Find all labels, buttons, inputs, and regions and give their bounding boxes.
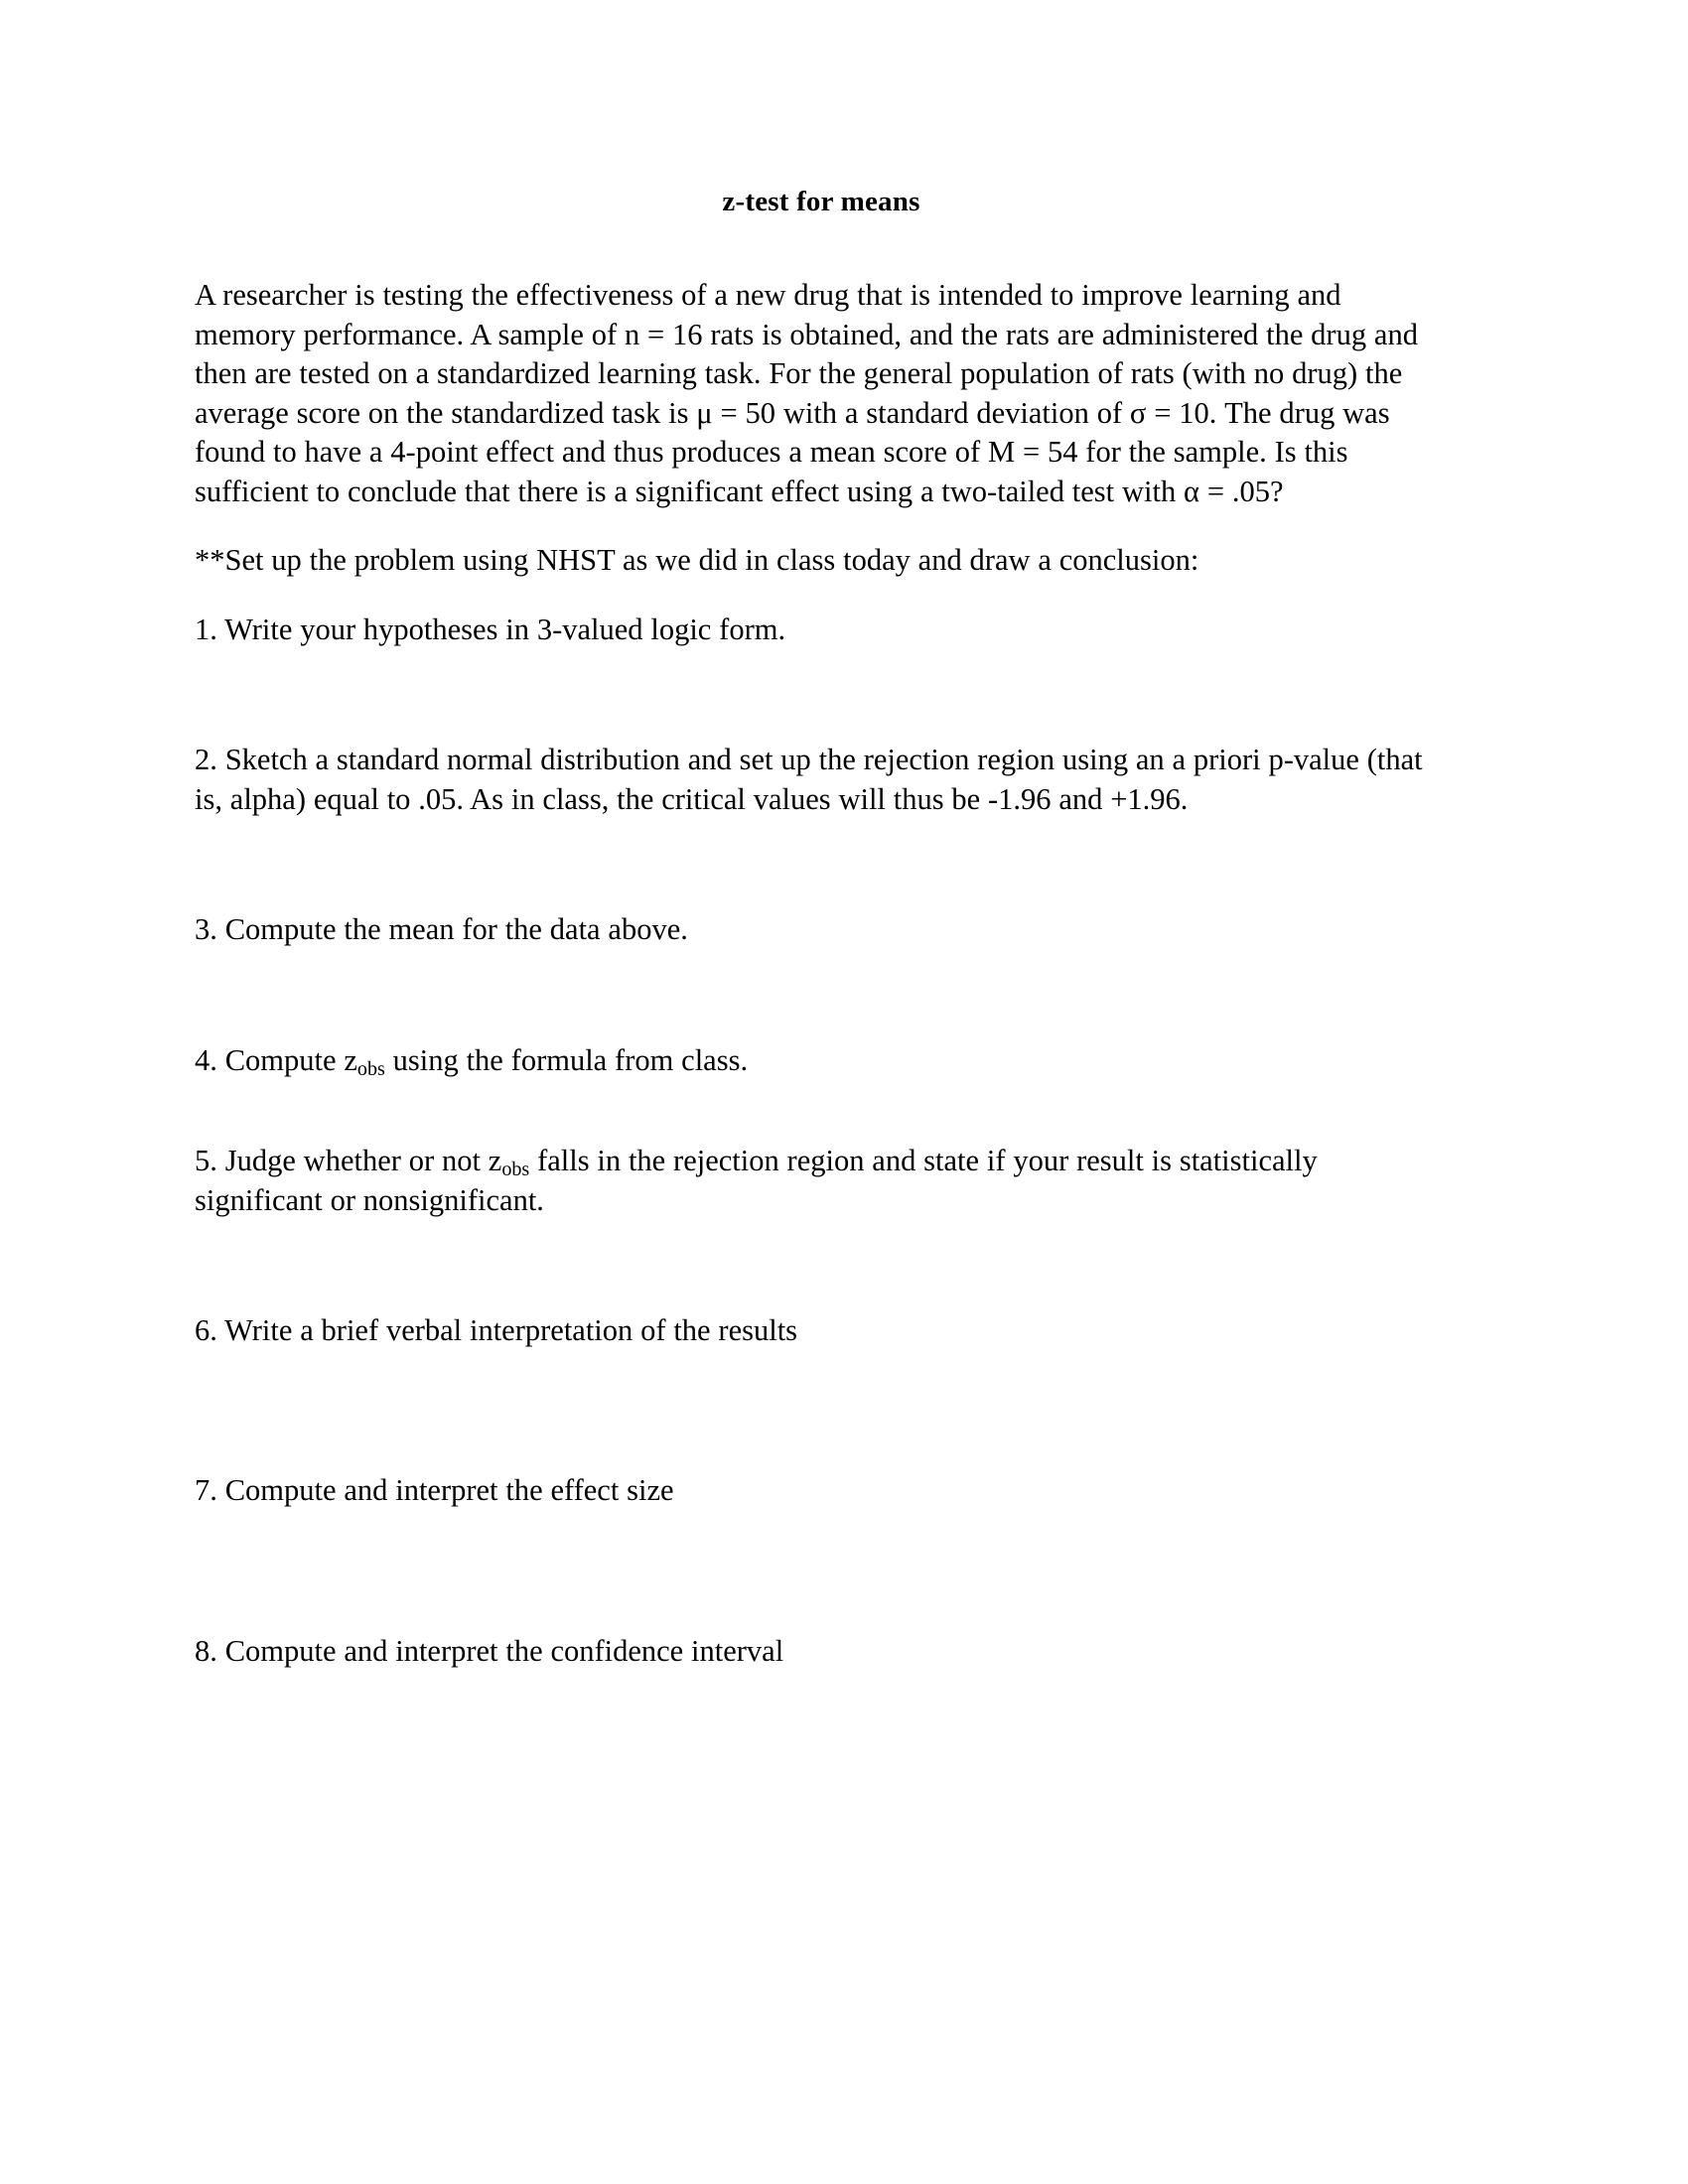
list-item-text-before: Compute z <box>224 1042 357 1077</box>
list-item-text: Write your hypotheses in 3-valued logic form. <box>224 612 786 646</box>
spacer-after-title <box>195 218 1448 276</box>
subscript-obs: obs <box>356 1057 385 1080</box>
instruction-paragraph: **Set up the problem using NHST as we did in class today and draw a conclusion: <box>195 543 1199 578</box>
spacer-before-item-6 <box>195 1220 1448 1311</box>
list-item-7 <box>195 1471 1448 1510</box>
spacer-before-item-4 <box>195 950 1448 1041</box>
spacer-extra-before-item-8 <box>195 1602 1448 1632</box>
list-item-text: Sketch a standard normal distribution and set up the rejection region using an a priori p-value (that is, alpha) equal to .05. As in class, the critical values will thus be -1.96 and +1.96. <box>195 743 1423 816</box>
list-item-1 <box>195 611 1448 649</box>
page-title: z-test for means <box>722 186 920 217</box>
list-item-5 <box>195 1142 1448 1220</box>
spacer-extra-before-item-7 <box>195 1441 1448 1471</box>
spacer-before-item-7 <box>195 1350 1448 1441</box>
list-item-number: 7. <box>195 1473 217 1508</box>
list-item-text-after: using the formula from class. <box>384 1042 749 1077</box>
list-item-number: 5. <box>195 1144 217 1178</box>
list-item-text: Compute and interpret the confidence interval <box>224 1633 784 1668</box>
list-item-number: 2. <box>195 743 217 777</box>
list-item-text: Compute the mean for the data above. <box>224 912 688 947</box>
document-body <box>195 185 1448 1671</box>
scenario-paragraph: A researcher is testing the effectiveness of a new drug that is intended to improve learning and memory performance. A sample of n = 16 rats is obtained, and the rats are administered the drug and then are tested on a standardized learning task. For the general population of rats (with no drug) the average score on the standardized task is μ = 50 with a standard deviation of σ = 10. The drug was found to have a 4-point effect and thus produces a mean score of M = 54 for the sample. Is this sufficient to conclude that there is a significant effect using a two-tailed test with α = .05? <box>195 278 1418 508</box>
list-item-6 <box>195 1311 1448 1350</box>
spacer-before-item-3 <box>195 819 1448 910</box>
list-item-number: 4. <box>195 1042 217 1077</box>
list-item-text: Write a brief verbal interpretation of the results <box>224 1313 798 1347</box>
spacer-before-item-8 <box>195 1511 1448 1602</box>
list-item-4 <box>195 1041 1448 1080</box>
list-item-number: 6. <box>195 1313 217 1347</box>
list-item-2 <box>195 741 1448 819</box>
list-item-text-after: falls in the rejection region and state if your result is statistically significant or nonsignificant. <box>195 1144 1318 1217</box>
list-item-number: 8. <box>195 1633 217 1668</box>
list-item-text: Compute and interpret the effect size <box>224 1473 674 1508</box>
list-item-number: 3. <box>195 912 217 947</box>
list-item-number: 1. <box>195 612 217 646</box>
spacer-before-instruction <box>195 511 1448 541</box>
list-item-3 <box>195 910 1448 949</box>
spacer-before-item-5 <box>195 1080 1448 1142</box>
spacer-before-item-2 <box>195 649 1448 741</box>
subscript-obs: obs <box>501 1159 530 1181</box>
list-item-text-before: Judge whether or not z <box>224 1144 502 1178</box>
list-item-8 <box>195 1632 1448 1671</box>
spacer-before-item-1 <box>195 581 1448 611</box>
